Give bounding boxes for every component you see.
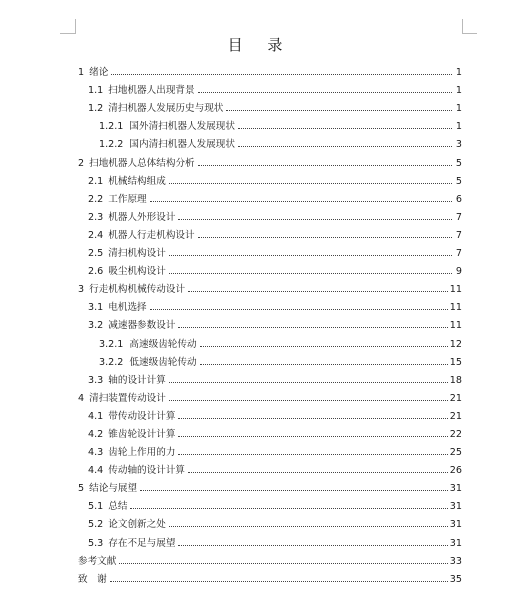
toc-entry[interactable] (78, 97, 462, 115)
toc-entry[interactable] (78, 477, 462, 495)
toc-entry-number: 1.2.1 (99, 121, 124, 133)
toc-entry-number: 2.6 (88, 266, 104, 278)
toc-entry[interactable] (78, 332, 462, 350)
toc-entry[interactable] (78, 423, 462, 441)
toc-entry[interactable] (78, 495, 462, 513)
toc-entry-number: 3.1 (88, 302, 104, 314)
toc-entry-text: 清扫机构设计 (108, 248, 166, 260)
toc-entry[interactable] (78, 441, 462, 459)
toc-dot-leader (198, 237, 452, 238)
toc-dot-leader (150, 309, 448, 310)
toc-dot-leader (178, 219, 452, 220)
toc-entry-page-number: 9 (455, 266, 462, 278)
crop-mark-top-left-v (75, 19, 76, 34)
toc-dot-leader (178, 418, 447, 419)
toc-entry-text: 低速级齿轮传动 (129, 356, 197, 368)
toc-dot-leader (198, 165, 452, 166)
toc-entry-text: 轴的设计计算 (108, 374, 166, 386)
toc-entry-text: 扫地机器人总体结构分析 (89, 157, 195, 169)
toc-dot-leader (111, 74, 452, 75)
toc-entry-text: 机器人外形设计 (108, 211, 176, 223)
toc-entry[interactable] (78, 79, 462, 97)
toc-dot-leader (140, 490, 448, 491)
toc-dot-leader (169, 400, 448, 401)
toc-dot-leader (200, 364, 448, 365)
toc-dot-leader (169, 382, 448, 383)
toc-entry-text: 扫地机器人出现背景 (108, 85, 195, 97)
toc-entry[interactable] (78, 242, 462, 260)
toc-dot-leader (198, 92, 452, 93)
toc-dot-leader (178, 454, 447, 455)
toc-entry[interactable] (78, 459, 462, 477)
toc-entry-page-number: 31 (449, 519, 462, 531)
toc-entry-text: 带传动设计计算 (108, 410, 176, 422)
toc-dot-leader (200, 346, 448, 347)
toc-entry[interactable] (78, 387, 462, 405)
toc-entry[interactable] (78, 568, 462, 586)
toc-entry[interactable] (78, 369, 462, 387)
toc-entry[interactable] (78, 115, 462, 133)
toc-entry[interactable] (78, 206, 462, 224)
toc-entry-number: 3.2.1 (99, 338, 124, 350)
toc-entry-page-number: 1 (455, 103, 462, 115)
toc-entry-page-number: 31 (449, 537, 462, 549)
toc-entry-number: 2.5 (88, 248, 104, 260)
toc-entry-number: 3 (78, 284, 85, 296)
toc-entry-number: 2.3 (88, 211, 104, 223)
toc-entry-number: 2.1 (88, 175, 104, 187)
toc-entry-number: 5 (78, 483, 85, 495)
toc-entry-text: 致 谢 (78, 573, 107, 585)
toc-entry-page-number: 5 (455, 175, 462, 187)
toc-entry-text: 机器人行走机构设计 (108, 229, 195, 241)
toc-entry-page-number: 33 (449, 555, 462, 567)
toc-entry-text: 参考文献 (78, 555, 117, 567)
toc-entry-text: 结论与展望 (89, 483, 138, 495)
toc-dot-leader (150, 201, 452, 202)
toc-entry-number: 5.1 (88, 501, 104, 513)
toc-entry-page-number: 7 (455, 229, 462, 241)
toc-entry[interactable] (78, 405, 462, 423)
toc-entry-text: 总结 (108, 501, 128, 513)
toc-dot-leader (238, 128, 452, 129)
toc-dot-leader (119, 563, 447, 564)
toc-dot-leader (238, 146, 452, 147)
toc-entry-page-number: 1 (455, 121, 462, 133)
toc-entry-number: 5.2 (88, 519, 104, 531)
toc-entry-page-number: 35 (449, 573, 462, 585)
toc-entry-number: 4.1 (88, 410, 104, 422)
toc-entry[interactable] (78, 188, 462, 206)
toc-dot-leader (178, 327, 447, 328)
toc-entry-page-number: 11 (449, 302, 462, 314)
toc-entry[interactable] (78, 170, 462, 188)
toc-entry-page-number: 21 (449, 410, 462, 422)
toc-entry[interactable] (78, 296, 462, 314)
toc-entry-text: 工作原理 (108, 193, 147, 205)
toc-entry-page-number: 1 (455, 67, 462, 79)
toc-entry-page-number: 15 (449, 356, 462, 368)
toc-entry-number: 2 (78, 157, 85, 169)
toc-entry[interactable] (78, 513, 462, 531)
crop-mark-top-right-v (462, 19, 463, 34)
toc-entry-text: 机械结构组成 (108, 175, 166, 187)
toc-entry-text: 减速器参数设计 (108, 320, 176, 332)
toc-entry[interactable] (78, 278, 462, 296)
toc-entry-page-number: 5 (455, 157, 462, 169)
toc-entry-text: 高速级齿轮传动 (129, 338, 197, 350)
toc-entry[interactable] (78, 531, 462, 549)
toc-entry-page-number: 11 (449, 284, 462, 296)
toc-entry-text: 国内清扫机器人发展现状 (129, 139, 235, 151)
toc-entry-number: 4 (78, 392, 85, 404)
toc-entry-text: 绪论 (89, 67, 109, 79)
toc-entry-number: 4.2 (88, 428, 104, 440)
toc-entry-page-number: 21 (449, 392, 462, 404)
toc-entry-number: 1 (78, 67, 85, 79)
toc-entry-number: 5.3 (88, 537, 104, 549)
toc-dot-leader (169, 526, 448, 527)
toc-dot-leader (130, 508, 447, 509)
toc-entry-page-number: 6 (455, 193, 462, 205)
toc-dot-leader (169, 183, 452, 184)
toc-title: 目 录 (227, 36, 293, 54)
toc-entry-page-number: 11 (449, 320, 462, 332)
toc-entry-page-number: 31 (449, 501, 462, 513)
toc-entry-page-number: 25 (449, 447, 462, 459)
toc-entry-page-number: 7 (455, 211, 462, 223)
toc-entry-page-number: 22 (449, 428, 462, 440)
toc-entry-page-number: 12 (449, 338, 462, 350)
toc-entry-number: 3.2 (88, 320, 104, 332)
toc-entry-number: 3.3 (88, 374, 104, 386)
toc-entry-page-number: 1 (455, 85, 462, 97)
toc-entry-text: 清扫机器人发展历史与现状 (108, 103, 224, 115)
toc-dot-leader (178, 436, 447, 437)
toc-entry-text: 吸尘机构设计 (108, 266, 166, 278)
toc-entry-text: 传动轴的设计计算 (108, 465, 186, 477)
toc-entry-text: 行走机构机械传动设计 (89, 284, 186, 296)
toc-entry[interactable] (78, 224, 462, 242)
toc-entry-page-number: 26 (449, 465, 462, 477)
toc-dot-leader (169, 255, 452, 256)
toc-entry-page-number: 18 (449, 374, 462, 386)
toc-entry[interactable] (78, 550, 462, 568)
toc-entry[interactable] (78, 133, 462, 151)
toc-entry[interactable] (78, 351, 462, 369)
toc-entry-number: 1.2 (88, 103, 104, 115)
toc-entry[interactable] (78, 314, 462, 332)
toc-dot-leader (188, 291, 448, 292)
toc-entry-text: 清扫装置传动设计 (89, 392, 166, 404)
toc-entry-text: 存在不足与展望 (108, 537, 176, 549)
toc-entry-text: 论文创新之处 (108, 519, 166, 531)
toc-dot-leader (188, 472, 448, 473)
toc-entry-number: 4.3 (88, 447, 104, 459)
toc-dot-leader (110, 581, 448, 582)
toc-list (78, 61, 462, 586)
toc-entry-text: 锥齿轮设计计算 (108, 428, 176, 440)
toc-entry-page-number: 31 (449, 483, 462, 495)
toc-entry-number: 2.2 (88, 193, 104, 205)
toc-entry-page-number: 3 (455, 139, 462, 151)
toc-entry-number: 3.2.2 (99, 356, 124, 368)
toc-dot-leader (178, 545, 447, 546)
toc-entry-number: 4.4 (88, 465, 104, 477)
toc-dot-leader (169, 273, 452, 274)
toc-dot-leader (226, 110, 452, 111)
toc-entry-text: 国外清扫机器人发展现状 (129, 121, 235, 133)
toc-entry-text: 电机选择 (108, 302, 147, 314)
toc-entry[interactable] (78, 151, 462, 169)
toc-entry-number: 1.2.2 (99, 139, 124, 151)
toc-entry[interactable] (78, 61, 462, 79)
toc-entry-number: 2.4 (88, 229, 104, 241)
toc-entry[interactable] (78, 260, 462, 278)
toc-entry-text: 齿轮上作用的力 (108, 447, 176, 459)
toc-entry-number: 1.1 (88, 85, 104, 97)
toc-entry-page-number: 7 (455, 248, 462, 260)
